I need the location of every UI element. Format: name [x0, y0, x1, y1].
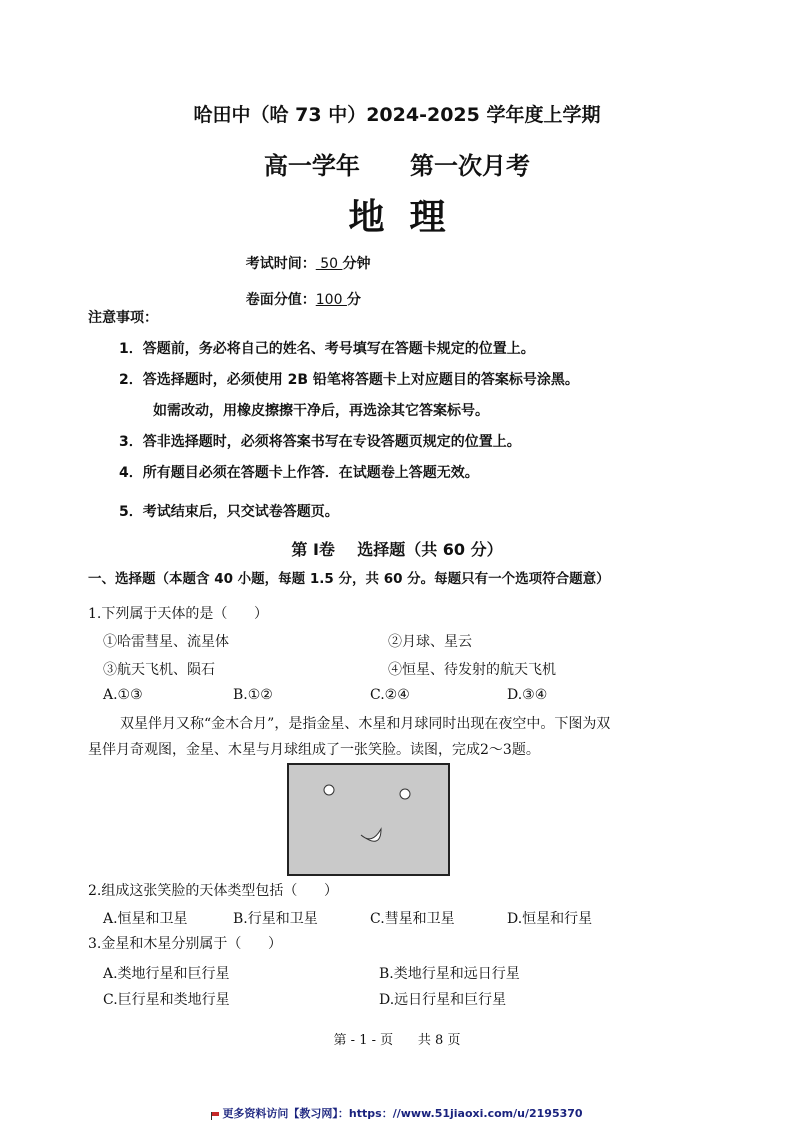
subject-title: 地 理	[348, 197, 446, 238]
notes-title: 注意事项：	[88, 310, 158, 326]
note-item: 5．考试结束后，只交试卷答题页。	[119, 504, 339, 520]
q2-stem: 2.组成这张笑脸的天体类型包括（ ）	[88, 883, 339, 899]
q2-option-b: B.行星和卫星	[233, 911, 318, 927]
q3-stem: 3.金星和木星分别属于（ ）	[88, 936, 283, 952]
note-item: 如需改动，用橡皮擦擦干净后，再选涂其它答案标号。	[153, 403, 489, 419]
note-item: 2．答选择题时，必须使用 2B 铅笔将答题卡上对应题目的答案标号涂黑。	[119, 372, 579, 388]
promo-text[interactable]: 更多资料访问【教习网】：https：//www.51jiaoxi.com/u/2195370	[222, 1107, 583, 1120]
smiley-face-illustration	[289, 765, 448, 874]
school-title: 哈田中（哈 73 中）2024-2025 学年度上学期	[193, 104, 601, 126]
q2-option-d: D.恒星和行星	[507, 911, 593, 927]
passage-line: 双星伴月又称“金木合月”，是指金星、木星和月球同时出现在夜空中。下图为双	[120, 716, 611, 732]
q3-option-b: B.类地行星和远日行星	[379, 966, 520, 982]
q1-option-d: D.③④	[507, 687, 548, 703]
section-title: 第 Ⅰ卷 选择题（共 60 分）	[291, 540, 503, 559]
smiley-face-figure	[287, 763, 450, 876]
q1-stem: 1.下列属于天体的是（ ）	[88, 606, 269, 622]
flag-icon	[211, 1110, 219, 1118]
q2-option-c: C.彗星和卫星	[370, 911, 455, 927]
time-label: 考试时间：	[245, 256, 316, 272]
q1-option-c: C.②④	[370, 687, 410, 703]
venus-dot	[324, 785, 334, 795]
score-unit: 分	[346, 292, 361, 308]
section-instruction: 一、选择题（本题含 40 小题，每题 1.5 分，共 60 分。每题只有一个选项符合题意）	[88, 571, 610, 587]
passage-line: 星伴月奇观图，金星、木星与月球组成了一张笑脸。读图，完成2～3题。	[88, 742, 540, 758]
q3-option-a: A.类地行星和巨行星	[103, 966, 230, 982]
time-unit: 分钟	[342, 256, 371, 272]
note-item: 1．答题前，务必将自己的姓名、考号填写在答题卡规定的位置上。	[119, 341, 535, 357]
q1-item: ②月球、星云	[388, 634, 472, 650]
q1-item: ③航天飞机、陨石	[103, 662, 215, 678]
q3-option-d: D.远日行星和巨行星	[379, 992, 507, 1008]
jupiter-dot	[400, 789, 410, 799]
q1-option-b: B.①②	[233, 687, 273, 703]
score-label: 卷面分值：	[245, 292, 316, 308]
page-number: 第 - 1 - 页 共 8 页	[333, 1033, 461, 1048]
q3-option-c: C.巨行星和类地行星	[103, 992, 230, 1008]
exam-title: 高一学年 第一次月考	[263, 152, 531, 180]
time-value: 50	[315, 256, 343, 272]
score-value: 100	[315, 292, 347, 308]
note-item: 4．所有题目必须在答题卡上作答．在试题卷上答题无效。	[119, 465, 479, 481]
q1-option-a: A.①③	[103, 687, 143, 703]
promo-link[interactable]	[0, 1105, 794, 1121]
exam-meta	[236, 237, 370, 309]
q1-item: ①哈雷彗星、流星体	[103, 634, 229, 650]
q1-item: ④恒星、待发射的航天飞机	[388, 662, 556, 678]
note-item: 3．答非选择题时，必须将答案书写在专设答题页规定的位置上。	[119, 434, 521, 450]
q2-option-a: A.恒星和卫星	[103, 911, 188, 927]
crescent-moon-icon	[361, 829, 381, 841]
